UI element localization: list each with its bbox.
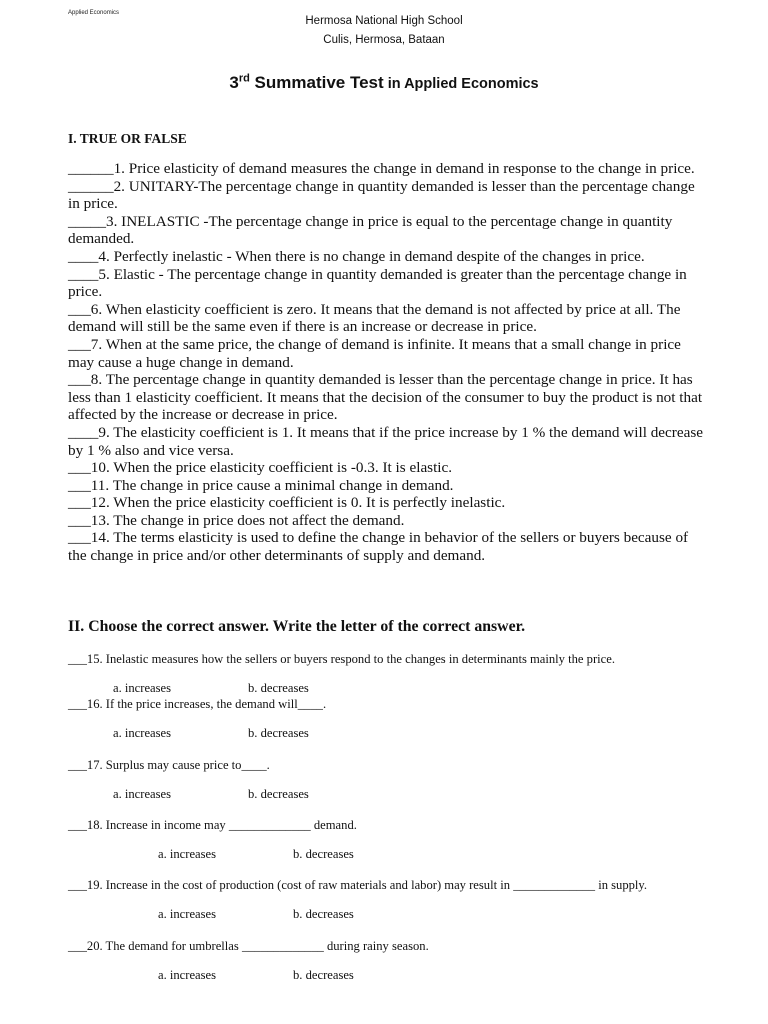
option-a: a. increases (113, 726, 172, 740)
tf-item-1: ______1. Price elasticity of demand measures the change in demand in response to the change in price. (68, 160, 695, 177)
part2-heading: II. Choose the correct answer. Write the letter of the correct answer. (68, 618, 526, 635)
tf-item-9: ____9. The elasticity coefficient is 1. It means that if the price increase by 1 % the demand will decrease by 1 % also and vice versa. (68, 423, 703, 459)
tf-item-13: ___13. The change in price does not affect the demand. (68, 511, 405, 529)
option-a: a. increases (158, 847, 217, 861)
tf-item-8: ___8. The percentage change in quantity demanded is lesser than the percentage change in price. It has less than 1 elasticity coefficient. It means that the decision of the consumer to buy the product is not that affected by the increase or decrease in price. (68, 371, 703, 424)
option-b: b. decreases (248, 726, 309, 740)
title-main: Summative Test (249, 73, 384, 92)
tf-item-5: ____5. Elastic - The percentage change in quantity demanded is greater than the percentage change in price. (68, 265, 687, 301)
school-address: Culis, Hermosa, Bataan (323, 34, 445, 46)
tf-item-10: ___10. When the price elasticity coefficient is -0.3. It is elastic. (68, 459, 453, 477)
part1-heading: I. TRUE OR FALSE (68, 131, 187, 146)
mc-question-18: ___18. Increase in income may _____________ demand. (68, 818, 357, 832)
tf-item-6: ___6. When elasticity coefficient is zero. It means that the demand is not affected by price at all. The demand will still be the same even if there is an increase or decrease in price. (68, 300, 681, 336)
option-b: b. decreases (293, 907, 354, 921)
tf-item-3: _____3. INELASTIC -The percentage change in price is equal to the percentage change in quantity demanded. (68, 212, 673, 248)
corner-label: Applied Economics (68, 10, 120, 16)
mc-question-19: ___19. Increase in the cost of production (cost of raw materials and labor) may result in _____________ in supply. (68, 878, 648, 892)
school-name: Hermosa National High School (305, 15, 463, 27)
option-a: a. increases (158, 907, 217, 921)
mc-question-16: ___16. If the price increases, the demand will____. (68, 697, 327, 711)
title-suffix: in Applied Economics (383, 76, 539, 92)
tf-item-4: ____4. Perfectly inelastic - When there is no change in demand despite of the changes in price. (68, 247, 645, 265)
mc-question-15: ___15. Inelastic measures how the sellers or buyers respond to the changes in determinants mainly the price. (68, 652, 615, 666)
option-a: a. increases (113, 787, 172, 801)
tf-item-12: ___12. When the price elasticity coefficient is 0. It is perfectly inelastic. (68, 494, 506, 512)
page-title (0, 73, 768, 93)
option-a: a. increases (113, 681, 172, 695)
option-b: b. decreases (293, 968, 354, 982)
option-b: b. decreases (248, 787, 309, 801)
option-b: b. decreases (248, 681, 309, 695)
title-prefix: 3 (229, 73, 239, 92)
mc-question-17: ___17. Surplus may cause price to____. (68, 758, 270, 772)
tf-item-14: ___14. The terms elasticity is used to define the change in behavior of the sellers or buyers because of the change in price and/or other determinants of supply and demand. (68, 529, 689, 565)
tf-item-7: ___7. When at the same price, the change of demand is infinite. It means that a small change in price may cause a huge change in demand. (68, 335, 681, 371)
option-a: a. increases (158, 968, 217, 982)
true-false-list (68, 160, 708, 565)
title-superscript: rd (238, 72, 250, 85)
option-b: b. decreases (293, 847, 354, 861)
mc-question-20: ___20. The demand for umbrellas _____________ during rainy season. (68, 939, 429, 953)
tf-item-2: ______2. UNITARY-The percentage change in quantity demanded is lesser than the percentage change in price. (68, 177, 695, 213)
tf-item-11: ___11. The change in price cause a minimal change in demand. (68, 476, 454, 494)
